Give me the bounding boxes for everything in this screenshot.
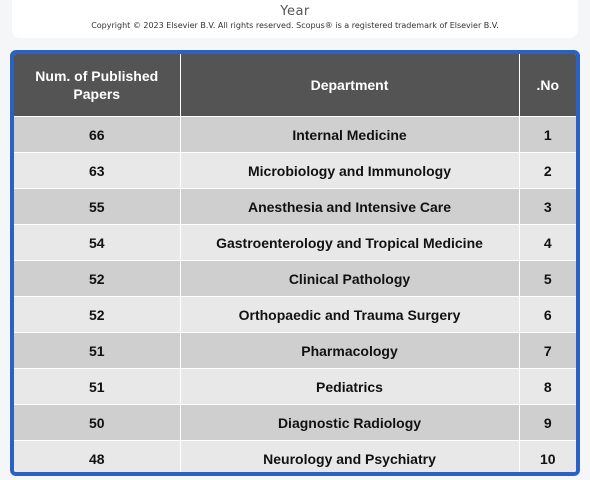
department-cell: Diagnostic Radiology [180,405,519,441]
department-cell: Internal Medicine [180,117,519,153]
table-row [14,117,576,153]
department-cell: Pharmacology [180,333,519,369]
papers-cell: 55 [14,189,180,225]
copyright-notice: Copyright © 2023 Elsevier B.V. All rights reserved. Scopus® is a registered trademark of Elsevier B.V. [91,21,499,30]
chart-footer-card [12,0,578,38]
papers-cell: 54 [14,225,180,261]
table-row [14,441,576,477]
papers-cell: 63 [14,153,180,189]
department-table-frame [10,50,580,476]
number-cell: 3 [519,189,576,225]
table-row [14,333,576,369]
department-cell: Gastroenterology and Tropical Medicine [180,225,519,261]
table-row [14,369,576,405]
number-cell: 8 [519,369,576,405]
table-row [14,153,576,189]
table-header-row [14,54,576,117]
number-cell: 1 [519,117,576,153]
table-row [14,225,576,261]
department-cell: Orthopaedic and Trauma Surgery [180,297,519,333]
papers-cell: 52 [14,261,180,297]
papers-cell: 48 [14,441,180,477]
number-cell: 2 [519,153,576,189]
department-cell: Clinical Pathology [180,261,519,297]
department-cell: Pediatrics [180,369,519,405]
papers-cell: 52 [14,297,180,333]
papers-cell: 51 [14,333,180,369]
department-cell: Microbiology and Immunology [180,153,519,189]
column-header-papers: Num. of Published Papers [14,54,180,117]
department-cell: Anesthesia and Intensive Care [180,189,519,225]
table-row [14,405,576,441]
department-table [14,54,576,476]
table-row [14,297,576,333]
number-cell: 9 [519,405,576,441]
table-row [14,261,576,297]
column-header-department: Department [180,54,519,117]
number-cell: 7 [519,333,576,369]
number-cell: 10 [519,441,576,477]
department-cell: Neurology and Psychiatry [180,441,519,477]
column-header-number: .No [519,54,576,117]
number-cell: 5 [519,261,576,297]
table-row [14,189,576,225]
number-cell: 6 [519,297,576,333]
papers-cell: 51 [14,369,180,405]
papers-cell: 50 [14,405,180,441]
number-cell: 4 [519,225,576,261]
x-axis-title: Year [280,4,310,19]
papers-cell: 66 [14,117,180,153]
